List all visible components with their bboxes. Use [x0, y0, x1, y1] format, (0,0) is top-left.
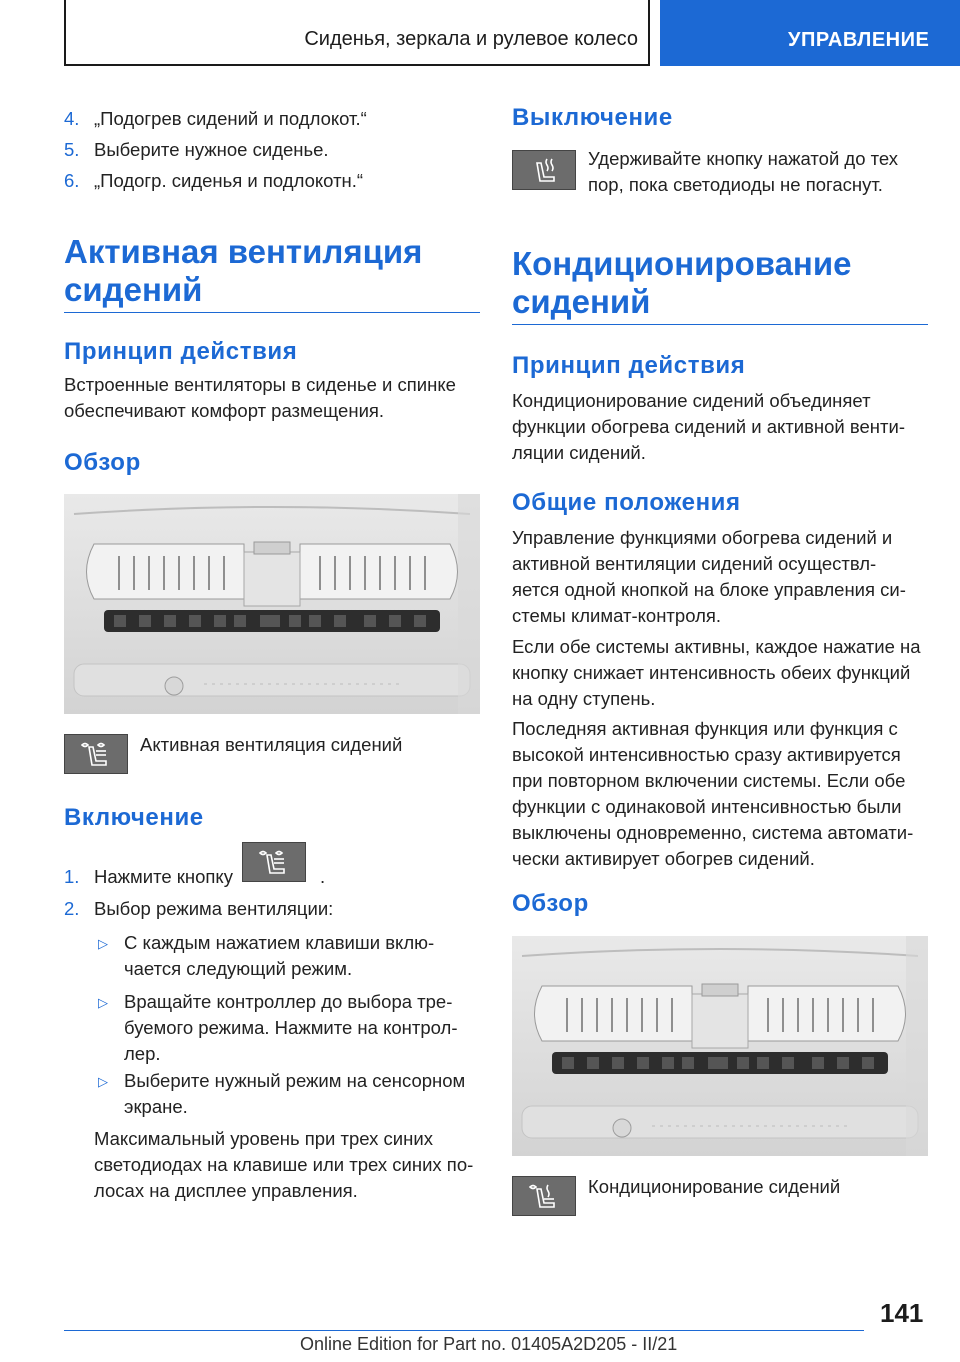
page-number: 141: [880, 1298, 924, 1328]
general-text: яется одной кнопкой на блоке управления си-: [512, 579, 906, 600]
both-active-text: Если обе системы активны, каждое нажатие на: [512, 636, 921, 657]
footer-edition: Online Edition for Part no. 01405A2D205 - II/21: [300, 1334, 678, 1354]
list-item: „Подогрев сидений и подлокот.“: [94, 108, 367, 129]
general-text: активной вентиляции сидений осуществл-: [512, 553, 877, 574]
section-rule: [512, 324, 928, 325]
both-active-text: кнопку снижает интенсивность обеих функций: [512, 662, 911, 683]
last-function-text: функции с одинаковой интенсивностью были: [512, 796, 902, 817]
list-item-number: 4.: [64, 108, 80, 129]
last-function-text: Последняя активная функция или функция с: [512, 718, 898, 739]
max-level-text: лосах на дисплее управления.: [94, 1180, 358, 1201]
both-active-text: на одну ступень.: [512, 688, 656, 709]
switch-off-text: пор, пока светодиоды не погаснут.: [588, 174, 883, 195]
seat-ventilation-icon: [64, 734, 128, 774]
footer-rule: [64, 1330, 864, 1331]
switch-off-heading: Выключение: [512, 104, 673, 131]
section-title-line: сидений: [512, 283, 651, 320]
step-number: 1.: [64, 866, 80, 887]
bullet-line: Вращайте контроллер до выбора тре-: [124, 991, 453, 1012]
last-function-text: чески активирует обогрев сидений.: [512, 848, 815, 869]
section-title-line: Активная вентиляция: [64, 233, 423, 270]
bullet-triangle-icon: ▷: [98, 995, 108, 1010]
switch-off-text: Удерживайте кнопку нажатой до тех: [588, 148, 899, 169]
principle-text: Встроенные вентиляторы в сиденье и спинке: [64, 374, 456, 395]
bullet-line: С каждым нажатием клавиши вклю-: [124, 932, 435, 953]
section-title-line: сидений: [64, 271, 203, 308]
bullet-triangle-icon: ▷: [98, 1074, 108, 1089]
overview-heading: Обзор: [64, 449, 141, 476]
list-item: „Подогр. сиденья и подлокотн.“: [94, 170, 364, 191]
bullet-line: буемого режима. Нажмите на контрол-: [124, 1017, 458, 1038]
icon-caption: Кондиционирование сидений: [588, 1176, 841, 1197]
general-text: Управление функциями обогрева сидений и: [512, 527, 893, 548]
climate-panel-image: [64, 494, 480, 714]
step-text: Нажмите кнопку: [94, 866, 233, 887]
max-level-text: Максимальный уровень при трех синих: [94, 1128, 433, 1149]
climate-panel-photo: [512, 936, 928, 1156]
principle-heading: Принцип действия: [512, 352, 746, 379]
max-level-text: светодиодах на клавише или трех синих по-: [94, 1154, 474, 1175]
bullet-line: экране.: [124, 1096, 188, 1117]
list-item-number: 5.: [64, 139, 80, 160]
principle-text: функции обогрева сидений и активной венти-: [512, 416, 905, 437]
step-number: 2.: [64, 898, 80, 919]
general-heading: Общие положения: [512, 489, 741, 516]
list-item-number: 6.: [64, 170, 80, 191]
header-section-box: [64, 0, 650, 66]
chapter-tab[interactable]: [660, 0, 960, 66]
section-title: Сиденья, зеркала и рулевое колесо: [304, 28, 638, 50]
seat-ventilation-button-icon[interactable]: [242, 842, 306, 882]
principle-heading: Принцип действия: [64, 338, 298, 365]
list-item: Выберите нужное сиденье.: [94, 139, 329, 160]
principle-text: обеспечивают комфорт размещения.: [64, 400, 385, 421]
section-rule: [64, 312, 480, 313]
bullet-triangle-icon: ▷: [98, 936, 108, 951]
overview-heading: Обзор: [512, 890, 589, 917]
general-text: стемы климат-контроля.: [512, 605, 722, 626]
step-text-end: .: [320, 866, 326, 887]
principle-text: ляции сидений.: [512, 442, 646, 463]
climate-panel-image: [512, 936, 928, 1156]
last-function-text: при повторном включении системы. Если обе: [512, 770, 906, 791]
section-title-line: Кондиционирование: [512, 245, 852, 282]
icon-caption: Активная вентиляция сидений: [140, 734, 403, 755]
bullet-line: Выберите нужный режим на сенсорном: [124, 1070, 466, 1091]
seat-heating-icon: [512, 150, 576, 190]
last-function-text: высокой интенсивностью сразу активируется: [512, 744, 901, 765]
chapter-tab-label: УПРАВЛЕНИЕ: [788, 29, 930, 51]
bullet-line: чается следующий режим.: [124, 958, 353, 979]
step-text: Выбор режима вентиляции:: [94, 898, 334, 919]
last-function-text: выключены одновременно, система автомати-: [512, 822, 914, 843]
climate-panel-photo: [64, 494, 480, 714]
switch-on-heading: Включение: [64, 804, 204, 831]
seat-conditioning-icon: [512, 1176, 576, 1216]
principle-text: Кондиционирование сидений объединяет: [512, 390, 871, 411]
bullet-line: лер.: [124, 1043, 161, 1064]
